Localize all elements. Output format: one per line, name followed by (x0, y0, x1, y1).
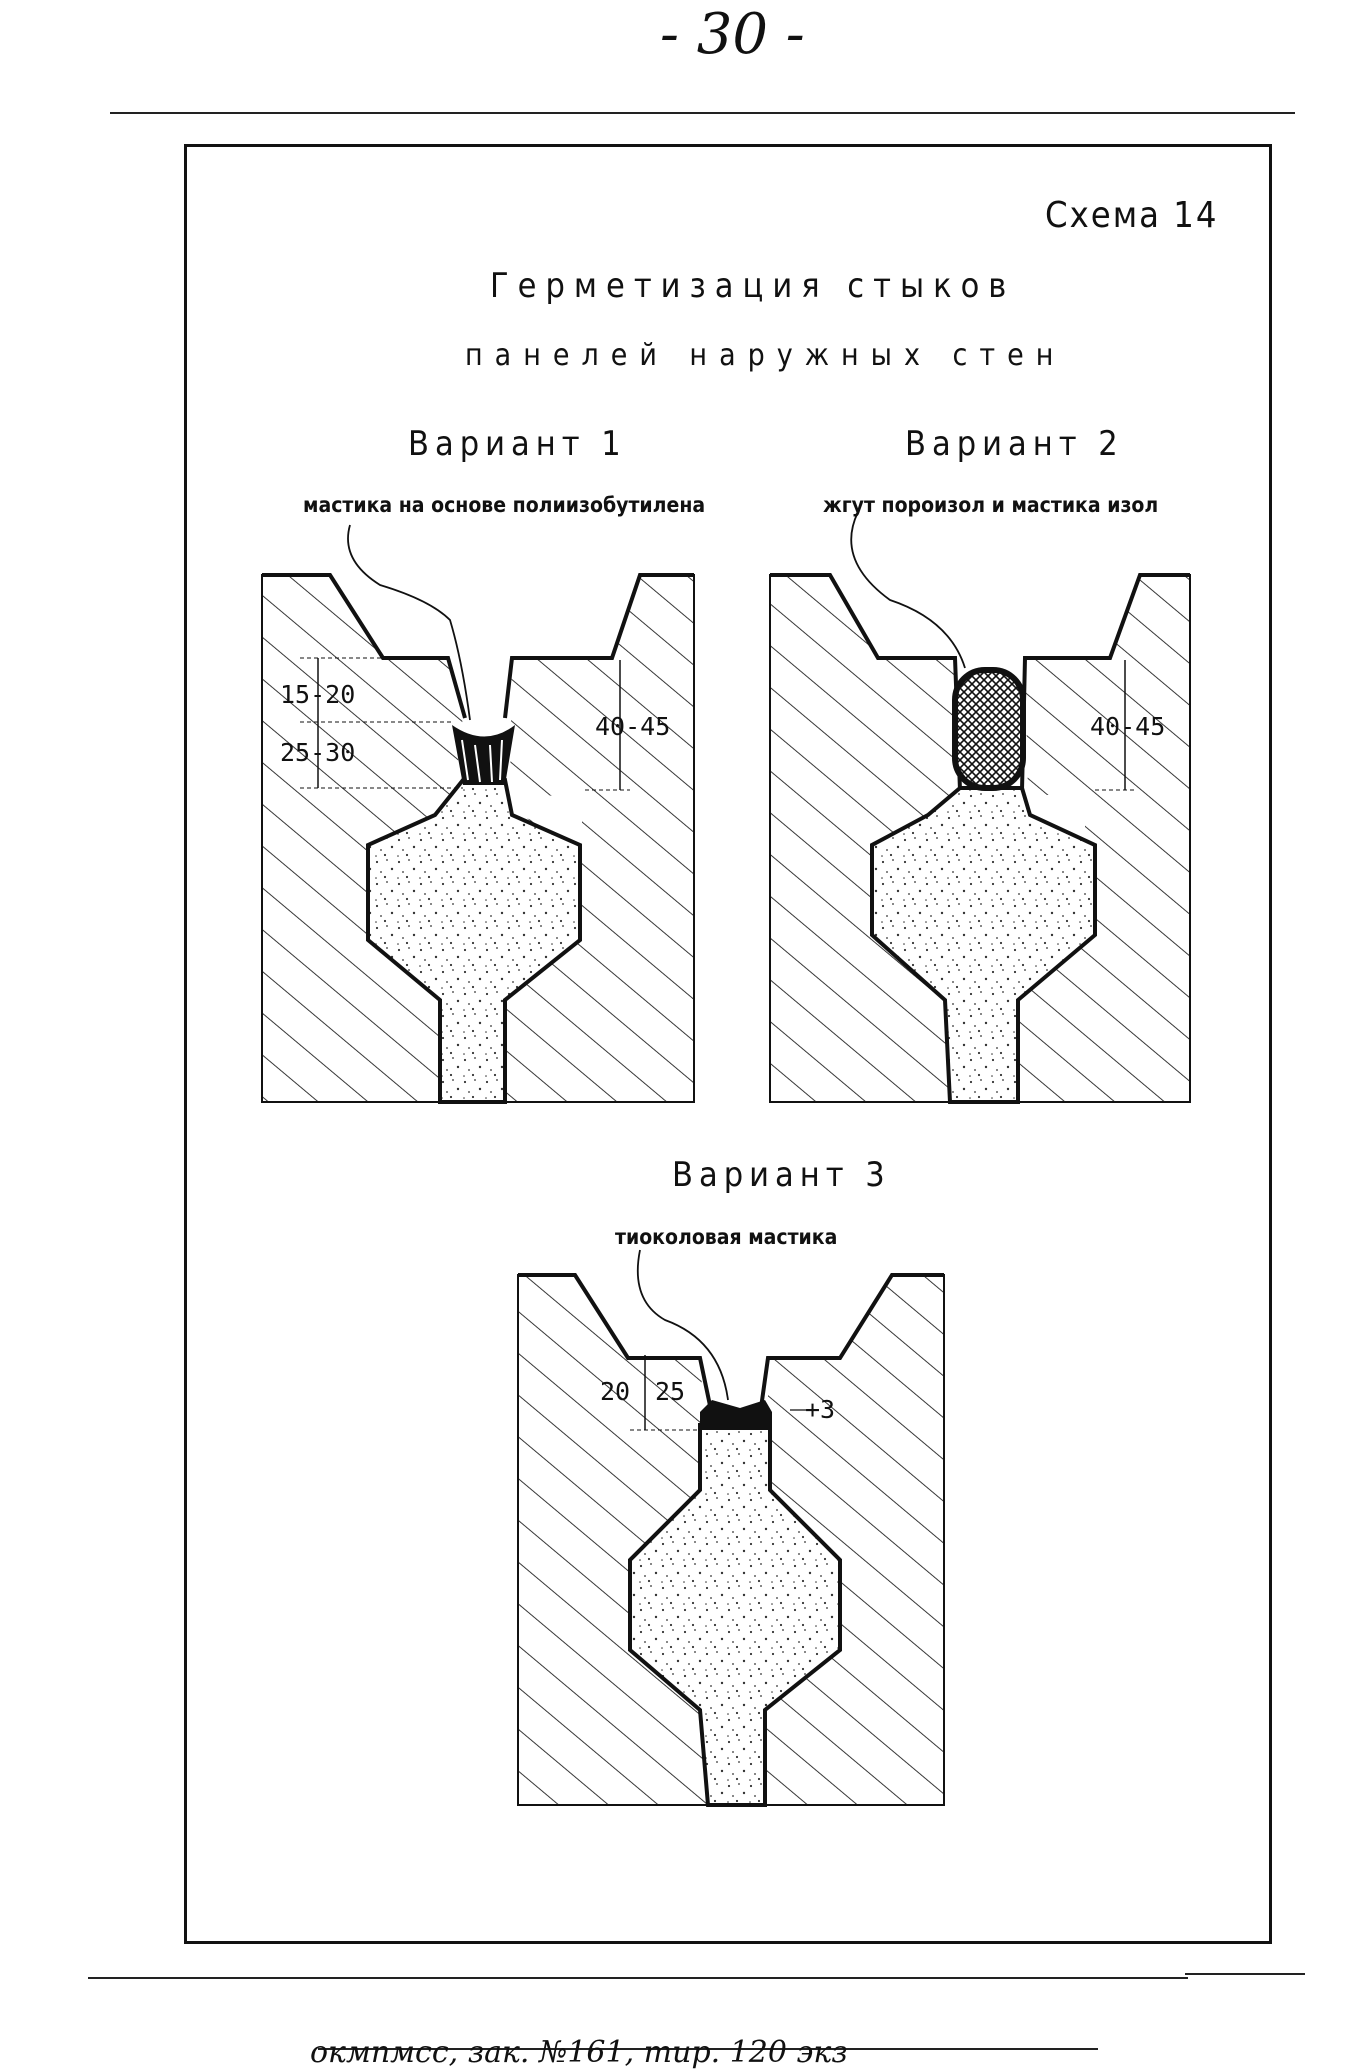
variant-3-dim-left1: 20 (600, 1377, 631, 1406)
page-number: - 30 - (660, 2, 805, 67)
variant-3-title: Вариант 3 (672, 1155, 891, 1195)
variant-3-drawing (518, 1250, 944, 1805)
scheme-title-line2: панелей наружных стен (465, 338, 1066, 373)
bottom-rule-right (1185, 1973, 1305, 1975)
variant-2-dim-right: 40-45 (1090, 712, 1166, 741)
variant-3-material: тиоколовая мастика (615, 1225, 838, 1249)
variant-1-drawing (262, 525, 694, 1102)
variant-1-dim-top: 15-20 (280, 680, 356, 709)
variant-3-dim-left2: 25 (655, 1377, 686, 1406)
variant-1-dim-right: 40-45 (595, 712, 671, 741)
variant-1-material: мастика на основе полиизобутилена (303, 493, 706, 517)
variant-1-dim-bottom: 25-30 (280, 738, 356, 767)
variant-1-title: Вариант 1 (408, 424, 627, 464)
print-footer: окмпмсс, зак. №161, тир. 120 экз (310, 2035, 848, 2070)
variant-2-material: жгут пороизол и мастика изол (823, 493, 1159, 517)
variant-2-title: Вариант 2 (905, 424, 1124, 464)
scheme-label: Схема 14 (1045, 195, 1219, 236)
scheme-title-line1: Герметизация стыков (490, 266, 1016, 306)
variant-2-drawing (770, 512, 1190, 1102)
bottom-rule (88, 1977, 1188, 1979)
variant-3-dim-right: +3 (805, 1395, 836, 1424)
